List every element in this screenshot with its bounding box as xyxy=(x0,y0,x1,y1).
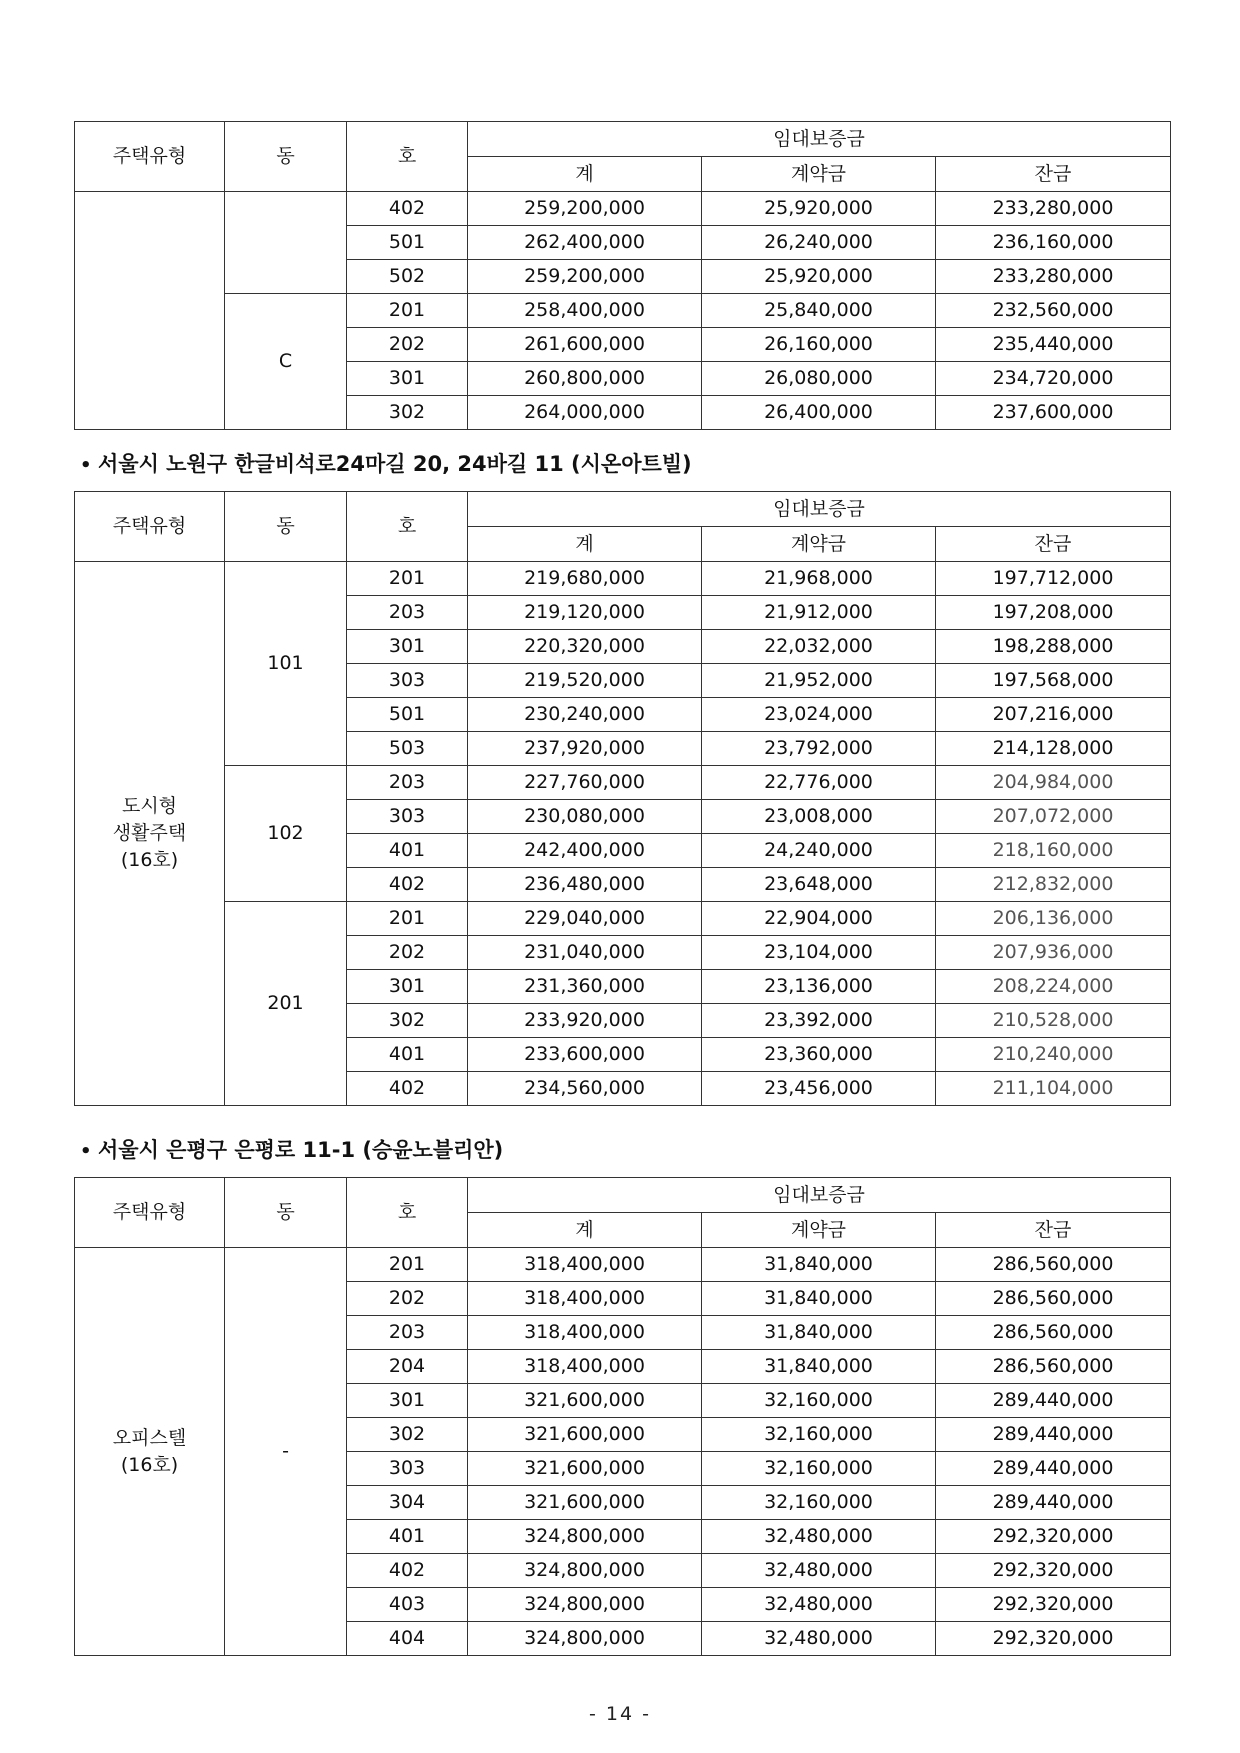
total-cell: 321,600,000 xyxy=(468,1486,702,1520)
dong-cell: 101 xyxy=(225,562,347,766)
total-cell: 262,400,000 xyxy=(468,226,702,260)
header-ho: 호 xyxy=(347,492,468,562)
down-payment-cell: 22,032,000 xyxy=(702,630,936,664)
balance-cell: 289,440,000 xyxy=(936,1384,1171,1418)
rent-deposit-table-1 xyxy=(74,121,1171,430)
down-payment-cell: 23,456,000 xyxy=(702,1072,936,1106)
total-cell: 321,600,000 xyxy=(468,1384,702,1418)
header-housing-type: 주택유형 xyxy=(75,492,225,562)
balance-cell: 292,320,000 xyxy=(936,1554,1171,1588)
balance-cell: 237,600,000 xyxy=(936,396,1171,430)
ho-cell: 401 xyxy=(347,834,468,868)
ho-cell: 301 xyxy=(347,630,468,664)
balance-cell: 286,560,000 xyxy=(936,1350,1171,1384)
balance-cell: 236,160,000 xyxy=(936,226,1171,260)
dong-cell xyxy=(225,192,347,294)
ho-cell: 201 xyxy=(347,1248,468,1282)
down-payment-cell: 23,792,000 xyxy=(702,732,936,766)
header-dong: 동 xyxy=(225,122,347,192)
down-payment-cell: 25,920,000 xyxy=(702,192,936,226)
ho-cell: 403 xyxy=(347,1588,468,1622)
ho-cell: 501 xyxy=(347,698,468,732)
total-cell: 233,920,000 xyxy=(468,1004,702,1038)
ho-cell: 202 xyxy=(347,328,468,362)
header-housing-type: 주택유형 xyxy=(75,1178,225,1248)
header-housing-type: 주택유형 xyxy=(75,122,225,192)
balance-cell: 210,528,000 xyxy=(936,1004,1171,1038)
down-payment-cell: 31,840,000 xyxy=(702,1282,936,1316)
ho-cell: 503 xyxy=(347,732,468,766)
ho-cell: 302 xyxy=(347,396,468,430)
rent-deposit-table-3 xyxy=(74,1177,1171,1656)
header-balance: 잔금 xyxy=(936,157,1171,192)
balance-cell: 211,104,000 xyxy=(936,1072,1171,1106)
ho-cell: 404 xyxy=(347,1622,468,1656)
ho-cell: 402 xyxy=(347,1072,468,1106)
table-body xyxy=(75,192,1171,430)
table-body xyxy=(75,1248,1171,1656)
down-payment-cell: 26,160,000 xyxy=(702,328,936,362)
header-ho: 호 xyxy=(347,1178,468,1248)
down-payment-cell: 31,840,000 xyxy=(702,1248,936,1282)
balance-cell: 292,320,000 xyxy=(936,1520,1171,1554)
ho-cell: 303 xyxy=(347,1452,468,1486)
total-cell: 219,120,000 xyxy=(468,596,702,630)
total-cell: 227,760,000 xyxy=(468,766,702,800)
balance-cell: 204,984,000 xyxy=(936,766,1171,800)
total-cell: 261,600,000 xyxy=(468,328,702,362)
ho-cell: 203 xyxy=(347,766,468,800)
ho-cell: 201 xyxy=(347,562,468,596)
ho-cell: 501 xyxy=(347,226,468,260)
table-row xyxy=(75,294,1171,328)
balance-cell: 214,128,000 xyxy=(936,732,1171,766)
total-cell: 219,680,000 xyxy=(468,562,702,596)
ho-cell: 303 xyxy=(347,664,468,698)
balance-cell: 235,440,000 xyxy=(936,328,1171,362)
table-row xyxy=(75,766,1171,800)
ho-cell: 301 xyxy=(347,362,468,396)
total-cell: 324,800,000 xyxy=(468,1622,702,1656)
ho-cell: 301 xyxy=(347,970,468,1004)
table-row xyxy=(75,1248,1171,1282)
table-row xyxy=(75,902,1171,936)
down-payment-cell: 22,904,000 xyxy=(702,902,936,936)
total-cell: 264,000,000 xyxy=(468,396,702,430)
ho-cell: 303 xyxy=(347,800,468,834)
page-number: - 14 - xyxy=(589,1703,651,1725)
total-cell: 321,600,000 xyxy=(468,1452,702,1486)
balance-cell: 289,440,000 xyxy=(936,1452,1171,1486)
header-down-payment: 계약금 xyxy=(702,527,936,562)
rent-deposit-table-2 xyxy=(74,491,1171,1106)
balance-cell: 233,280,000 xyxy=(936,260,1171,294)
balance-cell: 210,240,000 xyxy=(936,1038,1171,1072)
total-cell: 259,200,000 xyxy=(468,192,702,226)
total-cell: 220,320,000 xyxy=(468,630,702,664)
down-payment-cell: 32,160,000 xyxy=(702,1452,936,1486)
balance-cell: 198,288,000 xyxy=(936,630,1171,664)
balance-cell: 233,280,000 xyxy=(936,192,1171,226)
balance-cell: 218,160,000 xyxy=(936,834,1171,868)
down-payment-cell: 26,240,000 xyxy=(702,226,936,260)
header-down-payment: 계약금 xyxy=(702,157,936,192)
down-payment-cell: 32,160,000 xyxy=(702,1486,936,1520)
bullet-icon: • xyxy=(80,455,92,476)
total-cell: 258,400,000 xyxy=(468,294,702,328)
balance-cell: 289,440,000 xyxy=(936,1486,1171,1520)
total-cell: 318,400,000 xyxy=(468,1248,702,1282)
ho-cell: 301 xyxy=(347,1384,468,1418)
down-payment-cell: 23,648,000 xyxy=(702,868,936,902)
balance-cell: 286,560,000 xyxy=(936,1248,1171,1282)
down-payment-cell: 32,160,000 xyxy=(702,1418,936,1452)
balance-cell: 292,320,000 xyxy=(936,1588,1171,1622)
total-cell: 321,600,000 xyxy=(468,1418,702,1452)
header-ho: 호 xyxy=(347,122,468,192)
down-payment-cell: 31,840,000 xyxy=(702,1316,936,1350)
total-cell: 230,080,000 xyxy=(468,800,702,834)
section-heading-text: 서울시 노원구 한글비석로24마길 20, 24바길 11 (시온아트빌) xyxy=(98,452,692,476)
down-payment-cell: 25,920,000 xyxy=(702,260,936,294)
bullet-icon: • xyxy=(80,1141,92,1162)
header-dong: 동 xyxy=(225,1178,347,1248)
down-payment-cell: 32,480,000 xyxy=(702,1520,936,1554)
ho-cell: 402 xyxy=(347,868,468,902)
ho-cell: 502 xyxy=(347,260,468,294)
down-payment-cell: 25,840,000 xyxy=(702,294,936,328)
ho-cell: 302 xyxy=(347,1418,468,1452)
header-total: 계 xyxy=(468,1213,702,1248)
down-payment-cell: 31,840,000 xyxy=(702,1350,936,1384)
down-payment-cell: 32,480,000 xyxy=(702,1622,936,1656)
ho-cell: 402 xyxy=(347,192,468,226)
section-heading-nowon xyxy=(80,454,692,475)
ho-cell: 401 xyxy=(347,1520,468,1554)
balance-cell: 197,568,000 xyxy=(936,664,1171,698)
header-total: 계 xyxy=(468,527,702,562)
down-payment-cell: 32,480,000 xyxy=(702,1554,936,1588)
balance-cell: 208,224,000 xyxy=(936,970,1171,1004)
down-payment-cell: 23,008,000 xyxy=(702,800,936,834)
header-down-payment: 계약금 xyxy=(702,1213,936,1248)
total-cell: 229,040,000 xyxy=(468,902,702,936)
down-payment-cell: 23,136,000 xyxy=(702,970,936,1004)
housing-type-cell: 도시형 생활주택 (16호) xyxy=(75,562,225,1106)
table-row xyxy=(75,192,1171,226)
dong-cell: - xyxy=(225,1248,347,1656)
balance-cell: 212,832,000 xyxy=(936,868,1171,902)
ho-cell: 203 xyxy=(347,1316,468,1350)
ho-cell: 203 xyxy=(347,596,468,630)
ho-cell: 204 xyxy=(347,1350,468,1384)
ho-cell: 201 xyxy=(347,294,468,328)
down-payment-cell: 21,912,000 xyxy=(702,596,936,630)
header-balance: 잔금 xyxy=(936,1213,1171,1248)
total-cell: 259,200,000 xyxy=(468,260,702,294)
total-cell: 260,800,000 xyxy=(468,362,702,396)
balance-cell: 207,072,000 xyxy=(936,800,1171,834)
down-payment-cell: 26,080,000 xyxy=(702,362,936,396)
ho-cell: 202 xyxy=(347,936,468,970)
down-payment-cell: 23,360,000 xyxy=(702,1038,936,1072)
down-payment-cell: 32,160,000 xyxy=(702,1384,936,1418)
total-cell: 318,400,000 xyxy=(468,1316,702,1350)
header-dong: 동 xyxy=(225,492,347,562)
balance-cell: 286,560,000 xyxy=(936,1316,1171,1350)
ho-cell: 402 xyxy=(347,1554,468,1588)
balance-cell: 234,720,000 xyxy=(936,362,1171,396)
balance-cell: 289,440,000 xyxy=(936,1418,1171,1452)
total-cell: 231,040,000 xyxy=(468,936,702,970)
header-total: 계 xyxy=(468,157,702,192)
ho-cell: 302 xyxy=(347,1004,468,1038)
header-deposit: 임대보증금 xyxy=(468,1178,1171,1213)
section-heading-text: 서울시 은평구 은평로 11-1 (승윤노블리안) xyxy=(98,1138,504,1162)
down-payment-cell: 24,240,000 xyxy=(702,834,936,868)
balance-cell: 197,208,000 xyxy=(936,596,1171,630)
total-cell: 237,920,000 xyxy=(468,732,702,766)
total-cell: 324,800,000 xyxy=(468,1554,702,1588)
dong-cell: 201 xyxy=(225,902,347,1106)
housing-type-cell: 오피스텔 (16호) xyxy=(75,1248,225,1656)
dong-cell: 102 xyxy=(225,766,347,902)
header-deposit: 임대보증금 xyxy=(468,492,1171,527)
total-cell: 318,400,000 xyxy=(468,1282,702,1316)
down-payment-cell: 26,400,000 xyxy=(702,396,936,430)
down-payment-cell: 21,968,000 xyxy=(702,562,936,596)
down-payment-cell: 23,104,000 xyxy=(702,936,936,970)
total-cell: 219,520,000 xyxy=(468,664,702,698)
section-heading-eunpyeong xyxy=(80,1140,503,1161)
total-cell: 233,600,000 xyxy=(468,1038,702,1072)
down-payment-cell: 23,024,000 xyxy=(702,698,936,732)
total-cell: 324,800,000 xyxy=(468,1520,702,1554)
table-row xyxy=(75,562,1171,596)
total-cell: 324,800,000 xyxy=(468,1588,702,1622)
total-cell: 234,560,000 xyxy=(468,1072,702,1106)
balance-cell: 206,136,000 xyxy=(936,902,1171,936)
housing-type-cell xyxy=(75,192,225,430)
ho-cell: 202 xyxy=(347,1282,468,1316)
balance-cell: 292,320,000 xyxy=(936,1622,1171,1656)
ho-cell: 201 xyxy=(347,902,468,936)
total-cell: 318,400,000 xyxy=(468,1350,702,1384)
dong-cell: C xyxy=(225,294,347,430)
total-cell: 242,400,000 xyxy=(468,834,702,868)
header-deposit: 임대보증금 xyxy=(468,122,1171,157)
balance-cell: 197,712,000 xyxy=(936,562,1171,596)
balance-cell: 207,936,000 xyxy=(936,936,1171,970)
total-cell: 230,240,000 xyxy=(468,698,702,732)
ho-cell: 304 xyxy=(347,1486,468,1520)
balance-cell: 207,216,000 xyxy=(936,698,1171,732)
down-payment-cell: 23,392,000 xyxy=(702,1004,936,1038)
down-payment-cell: 21,952,000 xyxy=(702,664,936,698)
balance-cell: 286,560,000 xyxy=(936,1282,1171,1316)
balance-cell: 232,560,000 xyxy=(936,294,1171,328)
ho-cell: 401 xyxy=(347,1038,468,1072)
down-payment-cell: 22,776,000 xyxy=(702,766,936,800)
total-cell: 236,480,000 xyxy=(468,868,702,902)
total-cell: 231,360,000 xyxy=(468,970,702,1004)
table-body xyxy=(75,562,1171,1106)
down-payment-cell: 32,480,000 xyxy=(702,1588,936,1622)
header-balance: 잔금 xyxy=(936,527,1171,562)
